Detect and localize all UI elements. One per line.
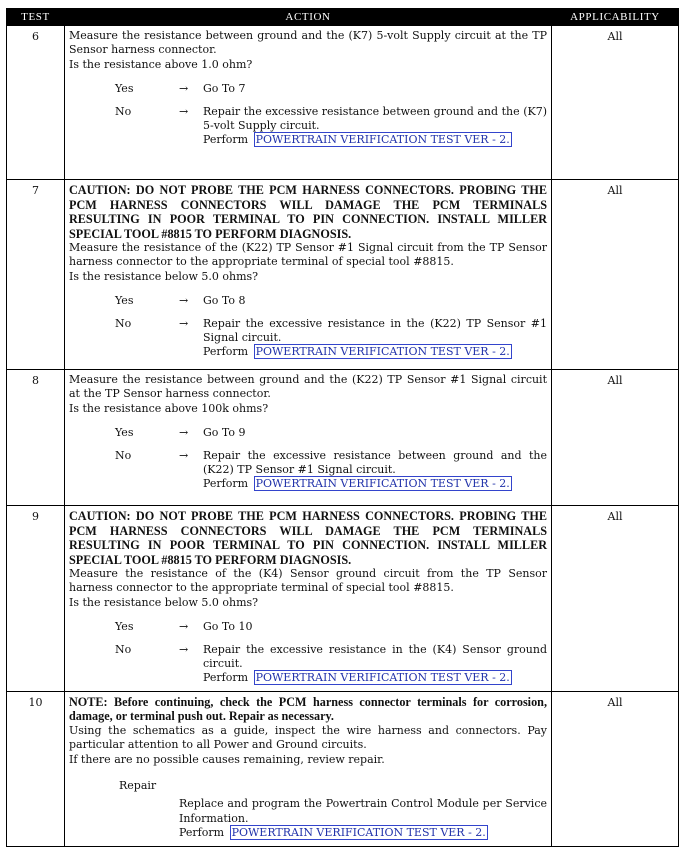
arrow-icon: → (179, 316, 189, 330)
no-label: No (115, 104, 132, 118)
header-action: ACTION (65, 9, 552, 26)
action-cell (65, 180, 552, 370)
caution-text: CAUTION: DO NOT PROBE THE PCM HARNESS CONNECTORS. PROBING THE PCM HARNESS CONNECTORS WILL DAMAGE THE PCM TERMINALS RESULTING IN POOR TERMINAL TO PIN CONNECTION. INSTALL MILLER SPECIAL TOOL #8815 TO PERFORM DIAGNOSIS. (69, 183, 547, 241)
action-cell (65, 506, 552, 692)
arrow-icon: → (179, 642, 189, 656)
arrow-icon: → (179, 620, 189, 634)
applicability-value: All (552, 26, 679, 180)
no-label: No (115, 316, 132, 330)
action-text: Measure the resistance of the (K4) Sensor ground circuit from the TP Sensor harness connector to the appropriate terminal of special tool #8815. (69, 567, 547, 595)
table-row-test-6 (7, 26, 679, 180)
perform-label: Perform (203, 345, 249, 359)
no-branch (69, 449, 547, 492)
arrow-icon: → (179, 82, 189, 96)
verification-test-link[interactable]: POWERTRAIN VERIFICATION TEST VER - 2. (231, 826, 486, 840)
no-action (203, 317, 547, 360)
note-text: NOTE: Before continuing, check the PCM harness connector terminals for corrosion, damage, or terminal push out. Repair as necessary. (69, 694, 547, 724)
no-branch (69, 105, 547, 148)
repair-branch (69, 779, 547, 841)
arrow-icon: → (179, 426, 189, 440)
no-branch (69, 643, 547, 686)
no-action-text: Repair the excessive resistance in the (K22) TP Sensor #1 Signal circuit. (203, 316, 547, 345)
yes-action: Go To 10 (203, 620, 253, 634)
repair-action (119, 797, 547, 840)
test-number: 6 (7, 26, 65, 180)
yes-label: Yes (115, 620, 134, 634)
verification-test-link[interactable]: POWERTRAIN VERIFICATION TEST VER - 2. (255, 671, 510, 685)
test-number: 8 (7, 370, 65, 506)
perform-label: Perform (179, 826, 225, 840)
table-row-test-10 (7, 691, 679, 846)
question-text: Is the resistance above 100k ohms? (69, 401, 269, 415)
action-text: Measure the resistance between ground and the (K7) 5-volt Supply circuit at the TP Sensor harness connector. (69, 29, 547, 57)
no-action (203, 643, 547, 686)
table-row-test-7 (7, 180, 679, 370)
verification-test-link[interactable]: POWERTRAIN VERIFICATION TEST VER - 2. (255, 345, 510, 359)
action-cell (65, 691, 552, 846)
action-text: Using the schematics as a guide, inspect the wire harness and connectors. Pay particular attention to all Power and Ground circuits. (69, 723, 547, 752)
arrow-icon: → (179, 294, 189, 308)
question-text: Is the resistance below 5.0 ohms? (69, 269, 259, 283)
repair-action-text: Replace and program the Powertrain Control Module per Service Information. (179, 797, 547, 825)
test-number: 7 (7, 180, 65, 370)
diagnostic-table-container (6, 8, 678, 847)
caution-text: CAUTION: DO NOT PROBE THE PCM HARNESS CONNECTORS. PROBING THE PCM HARNESS CONNECTORS WILL DAMAGE THE PCM TERMINALS RESULTING IN POOR TERMINAL TO PIN CONNECTION. INSTALL MILLER SPECIAL TOOL #8815 TO PERFORM DIAGNOSIS. (69, 509, 547, 567)
yes-branch (69, 426, 547, 440)
yes-branch (69, 620, 547, 634)
no-action-text: Repair the excessive resistance between ground and the (K22) TP Sensor #1 Signal circuit. (203, 448, 547, 477)
repair-label: Repair (119, 779, 157, 793)
perform-label: Perform (203, 133, 249, 147)
yes-action: Go To 8 (203, 294, 246, 308)
yes-branch (69, 294, 547, 308)
table-header-row (7, 9, 679, 26)
table-row-test-9 (7, 506, 679, 692)
action-cell (65, 26, 552, 180)
yes-label: Yes (115, 82, 134, 96)
test-number: 9 (7, 506, 65, 692)
no-action-text: Repair the excessive resistance in the (K4) Sensor ground circuit. (203, 642, 547, 671)
action-text: Measure the resistance between ground and the (K22) TP Sensor #1 Signal circuit at the TP Sensor harness connector. (69, 373, 547, 401)
yes-label: Yes (115, 426, 134, 440)
question-text: Is the resistance below 5.0 ohms? (69, 595, 259, 609)
perform-label: Perform (203, 671, 249, 685)
no-action-text: Repair the excessive resistance between ground and the (K7) 5-volt Supply circuit. (203, 104, 547, 133)
header-applicability: APPLICABILITY (552, 9, 679, 26)
verification-test-link[interactable]: POWERTRAIN VERIFICATION TEST VER - 2. (255, 477, 510, 491)
action-text: Measure the resistance of the (K22) TP Sensor #1 Signal circuit from the TP Sensor harness connector to the appropriate terminal of special tool #8815. (69, 241, 547, 269)
header-test: TEST (7, 9, 65, 26)
yes-action: Go To 9 (203, 426, 246, 440)
no-label: No (115, 642, 132, 656)
table-row-test-8 (7, 370, 679, 506)
verification-test-link[interactable]: POWERTRAIN VERIFICATION TEST VER - 2. (255, 133, 510, 147)
action-cell (65, 370, 552, 506)
perform-label: Perform (203, 477, 249, 491)
applicability-value: All (552, 691, 679, 846)
arrow-icon: → (179, 104, 189, 118)
no-label: No (115, 448, 132, 462)
yes-label: Yes (115, 294, 134, 308)
test-number: 10 (7, 691, 65, 846)
question-text: If there are no possible causes remaining, review repair. (69, 752, 385, 766)
no-action (203, 105, 547, 148)
no-action (203, 449, 547, 492)
applicability-value: All (552, 370, 679, 506)
arrow-icon: → (179, 448, 189, 462)
applicability-value: All (552, 180, 679, 370)
question-text: Is the resistance above 1.0 ohm? (69, 57, 253, 71)
no-branch (69, 317, 547, 360)
yes-action: Go To 7 (203, 82, 246, 96)
diagnostic-table (6, 8, 679, 847)
applicability-value: All (552, 506, 679, 692)
yes-branch (69, 82, 547, 96)
